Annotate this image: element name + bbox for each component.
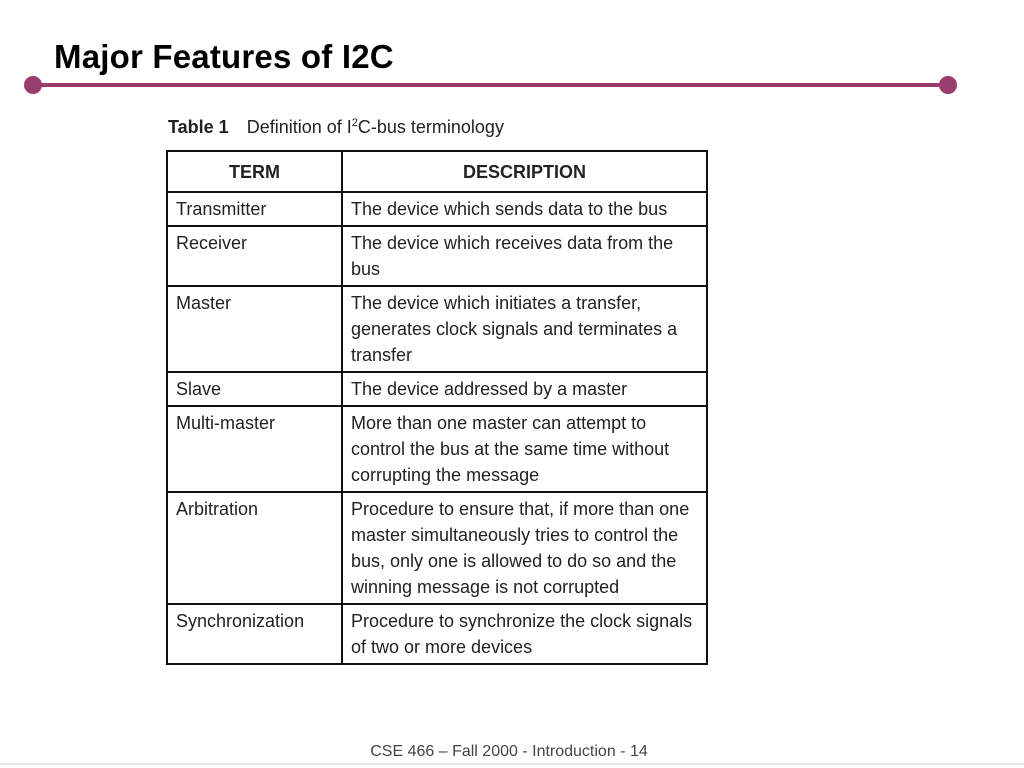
table-caption-text-pre: Definition of I — [246, 117, 352, 137]
term-cell: Transmitter — [167, 192, 342, 226]
table-row — [167, 372, 707, 406]
table-row — [167, 226, 707, 286]
description-cell: The device addressed by a master — [342, 372, 707, 406]
table-caption-superscript: 2 — [351, 117, 358, 129]
term-cell: Multi-master — [167, 406, 342, 492]
table-row — [167, 192, 707, 226]
table-row — [167, 406, 707, 492]
table-header-row — [167, 151, 707, 192]
column-header-description: DESCRIPTION — [342, 151, 707, 192]
description-cell: The device which sends data to the bus — [342, 192, 707, 226]
table-caption-text-post: C-bus terminology — [357, 117, 504, 137]
description-cell: The device which receives data from the bus — [342, 226, 707, 286]
title-rule — [33, 83, 948, 87]
table-caption — [168, 117, 504, 138]
column-header-term: TERM — [167, 151, 342, 192]
description-cell: More than one master can attempt to control the bus at the same time without corrupting the message — [342, 406, 707, 492]
description-cell: Procedure to synchronize the clock signals of two or more devices — [342, 604, 707, 664]
bottom-divider — [0, 763, 1024, 765]
title-rule-right-dot — [939, 76, 957, 94]
term-cell: Master — [167, 286, 342, 372]
table-row — [167, 604, 707, 664]
description-cell: Procedure to ensure that, if more than one master simultaneously tries to control the bus, only one is allowed to do so and the winning message is not corrupted — [342, 492, 707, 604]
footer-text: CSE 466 – Fall 2000 - Introduction - 14 — [370, 743, 648, 760]
slide-footer — [0, 743, 1024, 761]
term-cell: Receiver — [167, 226, 342, 286]
term-cell: Arbitration — [167, 492, 342, 604]
term-cell: Slave — [167, 372, 342, 406]
table-row — [167, 286, 707, 372]
terminology-table — [166, 150, 708, 665]
table-row — [167, 492, 707, 604]
term-cell: Synchronization — [167, 604, 342, 664]
description-cell: The device which initiates a transfer, generates clock signals and terminates a transfer — [342, 286, 707, 372]
slide-title: Major Features of I2C — [54, 38, 394, 75]
table-caption-label: Table 1 — [168, 117, 229, 137]
